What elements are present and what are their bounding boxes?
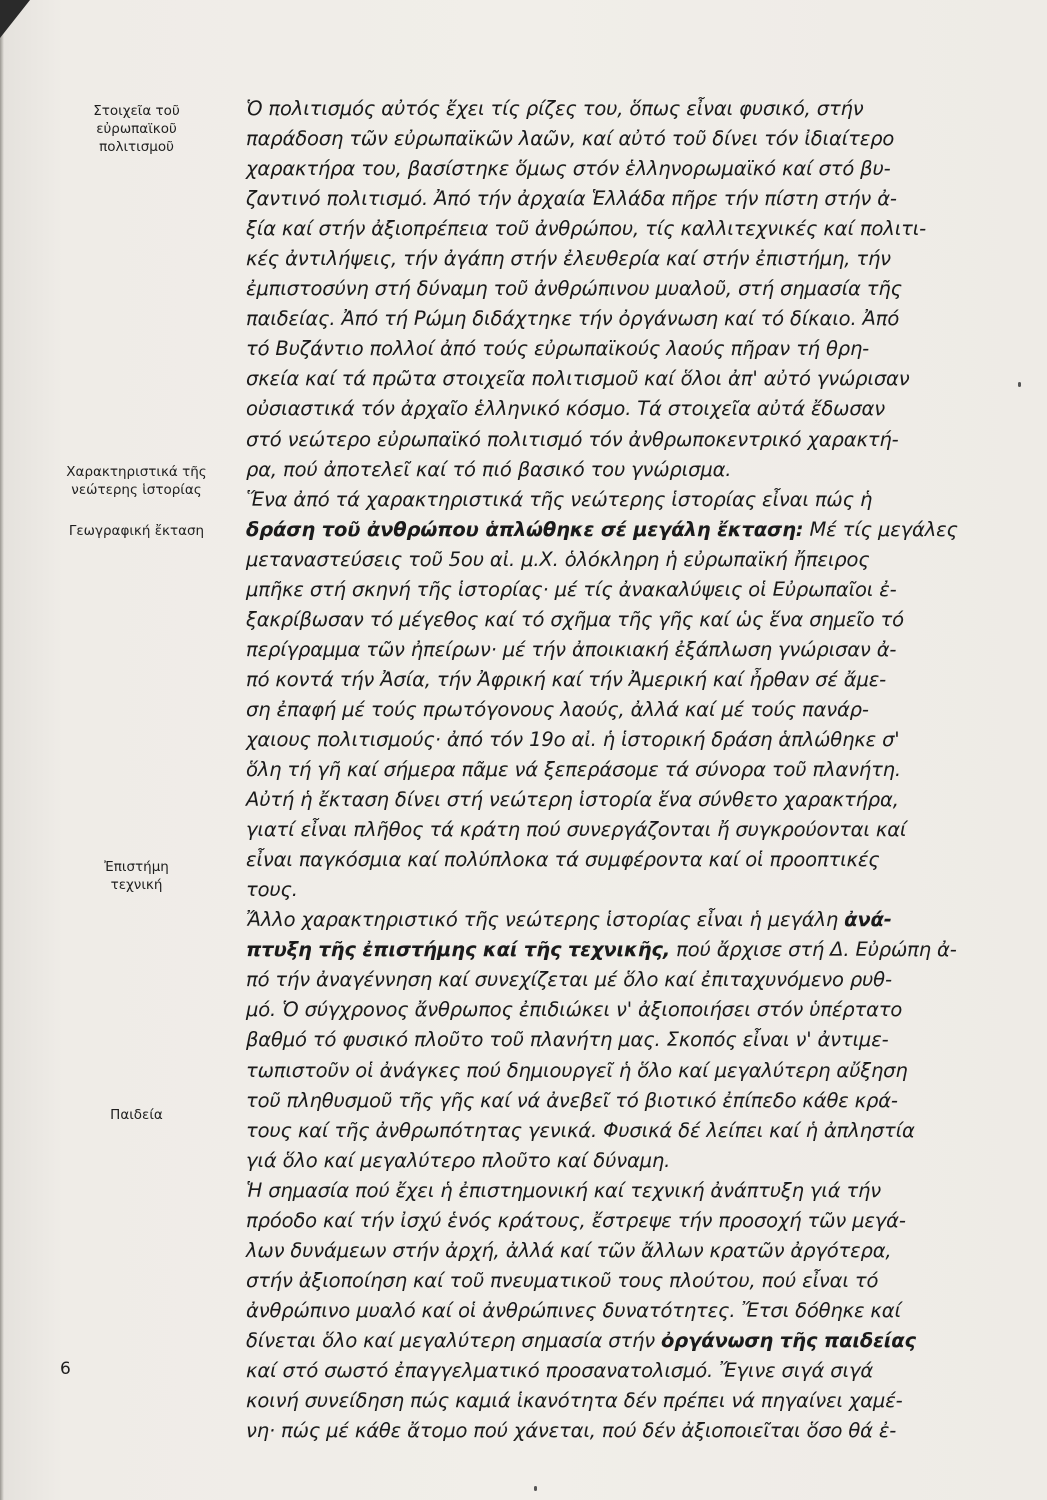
body-text-run: καί στό σωστό ἐπαγγελματικό προσανατολισμό. Ἔγινε σιγά σιγά <box>246 1358 874 1382</box>
body-line <box>246 244 998 274</box>
body-text-run: οὐσιαστικά τόν ἀρχαῖο ἑλληνικό κόσμο. Τά στοιχεῖα αὐτά ἔδωσαν <box>246 397 885 421</box>
margin-note-geografiki <box>44 522 229 540</box>
body-text-run: κοινή συνείδηση πώς καμιά ἱκανότητα δέν πρέπει νά πηγαίνει χαμέ- <box>246 1389 903 1413</box>
body-text-run: μό. Ὁ σύγχρονος ἄνθρωπος ἐπιδιώκει ν' ἀξιοποιήσει στόν ὑπέρτατο <box>246 998 903 1022</box>
body-line <box>246 995 998 1025</box>
body-text-run: στήν ἀξιοποίηση καί τοῦ πνευματικοῦ τους πλούτου, πού εἶναι τό <box>246 1268 879 1292</box>
body-line <box>246 425 998 455</box>
body-text-run: ὅλη τή γῆ καί σήμερα πᾶμε νά ξεπεράσομε τά σύνορα τοῦ πλανήτη. <box>246 758 901 782</box>
body-text-run: χαιους πολιτισμούς· ἀπό τόν 19ο αἰ. ἡ ἱστορική δράση ἁπλώθηκε σ' <box>246 727 900 751</box>
body-text-run: μπῆκε στή σκηνή τῆς ἱστορίας· μέ τίς ἀνακαλύψεις οἱ Εὐρωπαῖοι ἐ- <box>246 577 897 601</box>
page-number: 6 <box>60 1359 71 1379</box>
body-text-run: στό νεώτερο εὐρωπαϊκό πολιτισμό τόν ἀνθρωποκεντρικό χαρακτή- <box>246 427 899 451</box>
body-text-run: Μέ τίς μεγάλες <box>803 517 958 541</box>
body-line <box>246 214 998 244</box>
body-text-run: μεταναστεύσεις τοῦ 5ου αἰ. μ.Χ. ὁλόκληρη ἡ εὐρωπαϊκή ἤπειρος <box>246 547 870 571</box>
body-text-run: χαρακτήρα του, βασίστηκε ὅμως στόν ἑλληνορωμαϊκό καί στό βυ- <box>246 157 891 181</box>
body-line <box>246 935 998 965</box>
margin-note-line: πολιτισμοῦ <box>99 139 174 155</box>
body-text-run: ξία καί στήν ἀξιοπρέπεια τοῦ ἀνθρώπου, τίς καλλιτεχνικές καί πολιτι- <box>246 217 927 241</box>
body-text-run: ἀνθρώπινο μυαλό καί οἱ ἀνθρώπινες δυνατότητες. Ἔτσι δόθηκε καί <box>246 1298 901 1322</box>
body-text-run: πρόοδο καί τήν ἰσχύ ἑνός κράτους, ἔστρεψε τήν προσοχή τῶν μεγά- <box>246 1208 906 1232</box>
body-text-run: βαθμό τό φυσικό πλοῦτο τοῦ πλανήτη μας. Σκοπός εἶναι ν' ἀντιμε- <box>246 1028 889 1052</box>
body-text-run: πό κοντά τήν Ἀσία, τήν Ἀφρική καί τήν Ἀμερική καί ἦρθαν σέ ἄμε- <box>246 667 887 691</box>
body-text-run: ση ἐπαφή μέ τούς πρωτόγονους λαούς, ἀλλά καί μέ τούς πανάρ- <box>246 697 869 721</box>
body-text-run: Αὐτή ἡ ἔκταση δίνει στή νεώτερη ἱστορία ἕνα σύνθετο χαρακτήρα, <box>246 788 899 812</box>
margin-note-line: τεχνική <box>110 877 163 893</box>
margin-note-line: Χαρακτηριστικά τῆς <box>66 464 207 480</box>
margin-note-line: Στοιχεῖα τοῦ <box>93 103 180 119</box>
body-text-run: Ἄλλο χαρακτηριστικό τῆς νεώτερης ἱστορίας εἶναι ἡ μεγάλη <box>246 908 845 932</box>
body-line <box>246 184 998 214</box>
body-text <box>246 94 998 1446</box>
body-line <box>246 695 998 725</box>
body-text-run: ἐμπιστοσύνη στή δύναμη τοῦ ἀνθρώπινου μυαλοῦ, στή σημασία τῆς <box>246 277 902 301</box>
body-line <box>246 1146 998 1176</box>
body-line <box>246 1025 998 1055</box>
body-text-run: τωπιστοῦν οἱ ἀνάγκες πού δημιουργεῖ ἡ ὅλο καί μεγαλύτερη αὔξηση <box>246 1058 908 1082</box>
margin-note-line: Παιδεία <box>110 1107 163 1123</box>
body-text-run: παράδοση τῶν εὐρωπαϊκῶν λαῶν, καί αὐτό τοῦ δίνει τόν ἰδιαίτερο <box>246 127 895 151</box>
body-bold-run: ἀνά- <box>844 908 892 932</box>
body-line <box>246 1236 998 1266</box>
body-line <box>246 304 998 334</box>
margin-note-paideia <box>44 1106 229 1124</box>
body-line <box>246 1266 998 1296</box>
body-bold-run: πτυξη τῆς ἐπιστήμης καί τῆς τεχνικῆς, <box>246 938 671 962</box>
body-line <box>246 1386 998 1416</box>
margin-note-epistimi <box>44 858 229 894</box>
body-line <box>246 154 998 184</box>
body-line <box>246 1116 998 1146</box>
body-line <box>246 1296 998 1326</box>
margin-note-line: Ἐπιστήμη <box>104 859 169 875</box>
body-line <box>246 485 998 515</box>
body-line <box>246 875 998 905</box>
body-text-run: γιά ὅλο καί μεγαλύτερο πλοῦτο καί δύναμη. <box>246 1148 671 1172</box>
body-text-run: τους. <box>246 878 298 902</box>
body-line <box>246 575 998 605</box>
body-line <box>246 364 998 394</box>
body-text-run: Ἕνα ἀπό τά χαρακτηριστικά τῆς νεώτερης ἱστορίας εἶναι πώς ἡ <box>246 487 873 511</box>
body-text-run: πού ἄρχισε στή Δ. Εὐρώπη ἀ- <box>670 938 957 962</box>
body-line <box>246 755 998 785</box>
body-text-run: Ἡ σημασία πού ἔχει ἡ ἐπιστημονική καί τεχνική ἀνάπτυξη γιά τήν <box>246 1178 882 1202</box>
page-binding-edge <box>0 0 4 1500</box>
body-text-run: τοῦ πληθυσμοῦ τῆς γῆς καί νά ἀνεβεῖ τό βιοτικό ἐπίπεδο κάθε κρά- <box>246 1088 898 1112</box>
body-text-run: νη· πώς μέ κάθε ἄτομο πού χάνεται, πού δέν ἀξιοποιεῖται ὅσο θά ἐ- <box>246 1419 897 1443</box>
body-line <box>246 334 998 364</box>
body-bold-run: ὀργάνωση τῆς παιδείας <box>661 1328 916 1352</box>
body-line <box>246 1086 998 1116</box>
margin-note-line: Γεωγραφική ἔκταση <box>68 523 205 539</box>
body-text-run: κές ἀντιλήψεις, τήν ἀγάπη στήν ἐλευθερία καί στήν ἐπιστήμη, τήν <box>246 247 891 271</box>
body-text-run: σκεία καί τά πρῶτα στοιχεῖα πολιτισμοῦ καί ὅλοι ἀπ' αὐτό γνώρισαν <box>246 367 910 391</box>
margin-note-line: νεώτερης ἱστορίας <box>71 482 202 498</box>
page-corner-shadow <box>0 0 30 38</box>
body-line <box>246 815 998 845</box>
body-line <box>246 124 998 154</box>
body-text-run: ρα, πού ἀποτελεῖ καί τό πιό βασικό του γνώρισμα. <box>246 457 732 481</box>
body-text-run: περίγραμμα τῶν ἠπείρων· μέ τήν ἀποικιακή ἐξάπλωση γνώρισαν ἀ- <box>246 637 897 661</box>
scan-speck <box>1018 382 1021 387</box>
body-text-run: γιατί εἶναι πλῆθος τά κράτη πού συνεργάζονται ἤ συγκρούονται καί <box>246 818 907 842</box>
margin-note-charaktiristika <box>44 463 229 499</box>
body-text-run: εἶναι παγκόσμια καί πολύπλοκα τά συμφέροντα καί οἱ προοπτικές <box>246 848 880 872</box>
body-text-run: παιδείας. Ἀπό τή Ρώμη διδάχτηκε τήν ὀργάνωση καί τό δίκαιο. Ἀπό <box>246 307 900 331</box>
body-line <box>246 394 998 424</box>
body-line <box>246 785 998 815</box>
body-text-run: πό τήν ἀναγέννηση καί συνεχίζεται μέ ὅλο καί ἐπιταχυνόμενο ρυθ- <box>246 968 892 992</box>
body-line <box>246 1176 998 1206</box>
body-text-run: τους καί τῆς ἀνθρωπότητας γενικά. Φυσικά δέ λείπει καί ἡ ἀπληστία <box>246 1118 915 1142</box>
body-line <box>246 965 998 995</box>
body-line <box>246 665 998 695</box>
body-line <box>246 515 998 545</box>
body-line <box>246 545 998 575</box>
body-line <box>246 1056 998 1086</box>
body-line <box>246 455 998 485</box>
body-text-run: ζαντινό πολιτισμό. Ἀπό τήν ἀρχαία Ἑλλάδα πῆρε τήν πίστη στήν ἀ- <box>246 187 897 211</box>
body-text-run: ξακρίβωσαν τό μέγεθος καί τό σχῆμα τῆς γῆς καί ὡς ἕνα σημεῖο τό <box>246 607 904 631</box>
scan-speck <box>534 1486 537 1491</box>
body-line <box>246 905 998 935</box>
body-line <box>246 725 998 755</box>
body-line <box>246 94 998 124</box>
body-line <box>246 845 998 875</box>
body-text-run: λων δυνάμεων στήν ἀρχή, ἀλλά καί τῶν ἄλλων κρατῶν ἀργότερα, <box>246 1238 892 1262</box>
body-line <box>246 274 998 304</box>
body-line <box>246 1416 998 1446</box>
body-text-run: τό Βυζάντιο πολλοί ἀπό τούς εὐρωπαϊκούς λαούς πῆραν τή θρη- <box>246 337 870 361</box>
body-text-run: δίνεται ὅλο καί μεγαλύτερη σημασία στήν <box>246 1328 662 1352</box>
body-line <box>246 1356 998 1386</box>
body-line <box>246 1326 998 1356</box>
margin-note-line: εὐρωπαϊκοῦ <box>96 121 177 137</box>
body-bold-run: δράση τοῦ ἀνθρώπου ἁπλώθηκε σέ μεγάλη ἔκταση: <box>246 517 804 541</box>
body-text-run: Ὁ πολιτισμός αὐτός ἔχει τίς ρίζες του, ὅπως εἶναι φυσικό, στήν <box>246 97 864 120</box>
margin-note-europaikos <box>44 102 229 156</box>
body-line <box>246 635 998 665</box>
body-line <box>246 1206 998 1236</box>
body-line <box>246 605 998 635</box>
